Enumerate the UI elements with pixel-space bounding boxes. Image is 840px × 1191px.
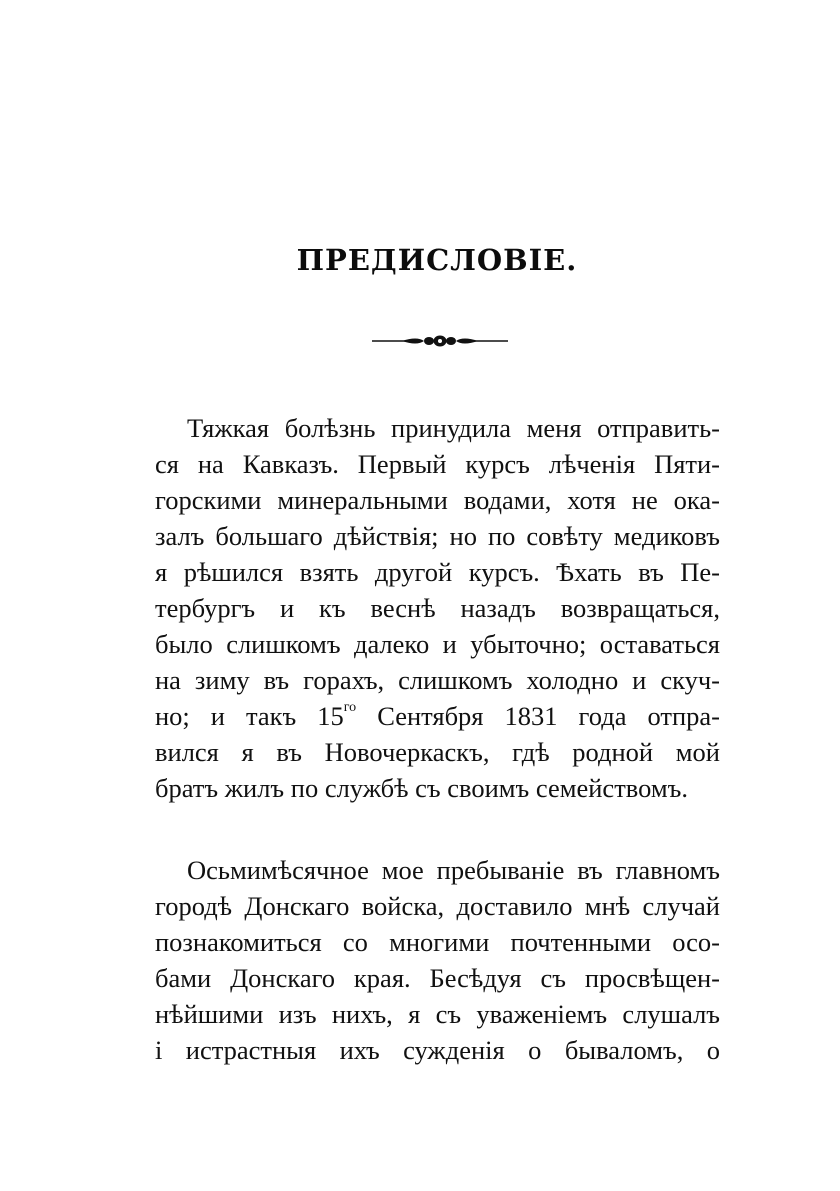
text-line: Тяжкая болѣзнь принудила меня отправить- [187,413,720,443]
text-line: Осьмимѣсячное мое пребываніе въ главномъ [187,855,720,885]
text-line: на зиму въ горахъ, слишкомъ холодно и скуч- [155,665,720,695]
text-line: тербургъ и къ веснѣ назадъ возвращаться, [155,593,720,623]
text-line: горскими минеральными водами, хотя не ока- [155,485,720,515]
text-line: залъ большаго дѣйствія; но по совѣту медиковъ [155,521,720,551]
text-line: вился я въ Новочеркаскъ, гдѣ родной мой [155,737,720,767]
text-line: і истрастныя ихъ сужденія о бываломъ, о [155,1035,720,1065]
page-title: ПРЕДИСЛОВІЕ. [296,243,578,277]
text-line: познакомиться со многими почтенными осо- [155,927,720,957]
text-line: ся на Кавказъ. Первый курсъ лѣченія Пяти- [155,449,720,479]
ornament-divider-icon [372,331,508,351]
text-line: было слишкомъ далеко и убыточно; оставаться [155,629,720,659]
text-line: но; и такъ $15^{го}$ Сентября 1831 года отпра- [155,700,720,731]
text-line: городѣ Донскаго войска, доставило мнѣ случай [155,891,720,921]
text-line: бами Донскаго края. Бесѣдуя съ просвѣщен- [155,963,720,993]
text-line: нѣйшими изъ нихъ, я съ уваженіемъ слушалъ [155,999,720,1029]
text-line: я рѣшился взять другой курсъ. Ѣхать въ Пе- [155,557,720,587]
text-line: братъ жилъ по службѣ съ своимъ семействомъ. [155,773,688,803]
